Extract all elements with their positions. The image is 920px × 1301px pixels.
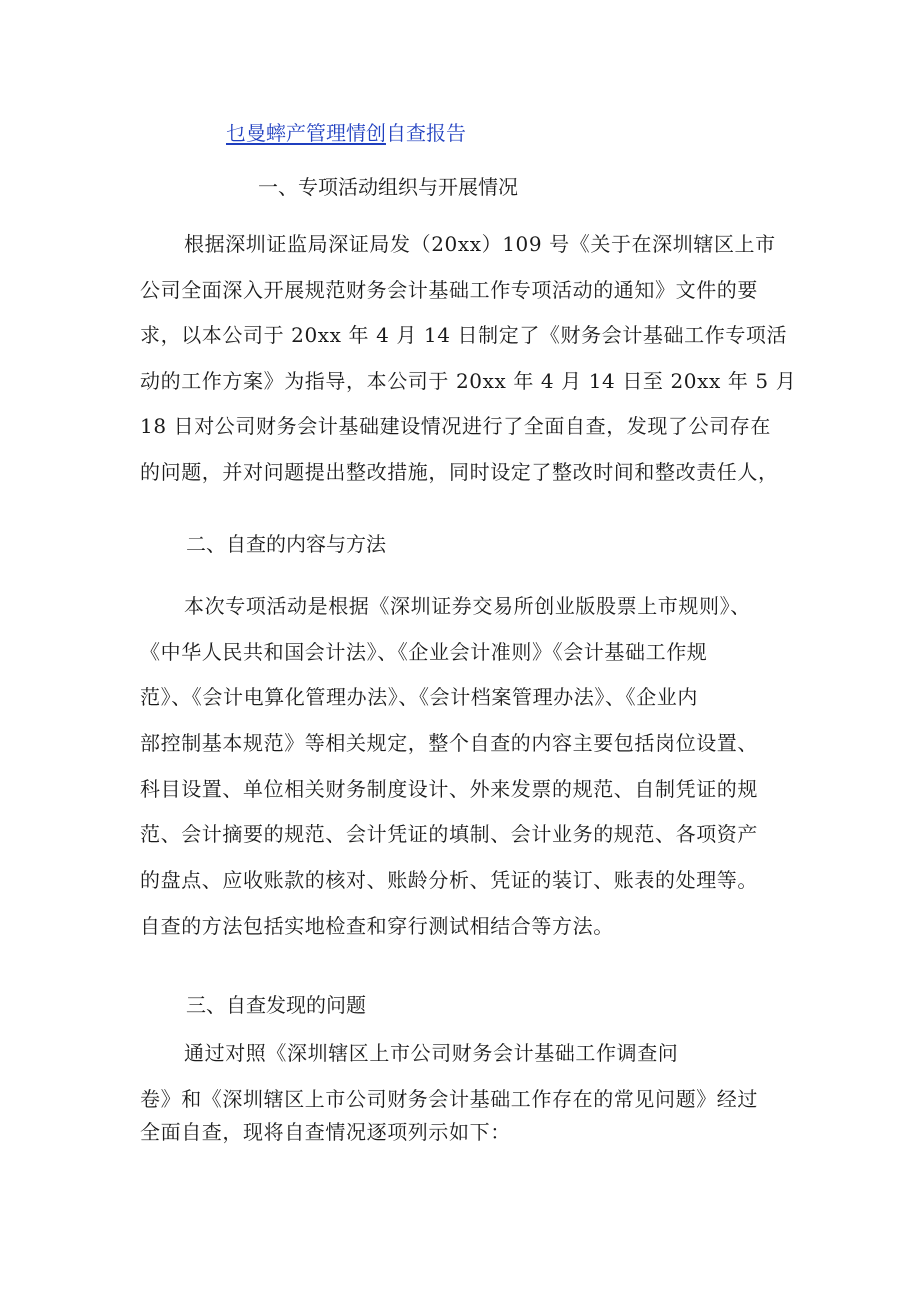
paragraph-line: 自查的方法包括实地检查和穿行测试相结合等方法。 — [140, 913, 614, 938]
paragraph-line: 通过对照《深圳辖区上市公司财务会计基础工作调查问 — [184, 1041, 679, 1065]
section-1-paragraph — [140, 222, 800, 495]
section-2-paragraph — [140, 584, 800, 950]
paragraph-line: 全面自查，现将自查情况逐项列示如下： — [140, 1120, 511, 1144]
section-heading-1: 一、专项活动组织与开展情况 — [258, 175, 518, 199]
paragraph-line: 范》、《会计电算化管理办法》、《会计档案管理办法》、《企业内 — [140, 685, 698, 710]
paragraph-line: 的盘点、应收账款的核对、账龄分析、凭证的装订、账表的处理等。 — [140, 868, 758, 893]
paragraph-line: 动的工作方案》为指导，本公司于 20xx 年 4 月 14 日至 20xx 年 5 月 — [140, 368, 797, 393]
title-link[interactable]: 乜曼蟀产管理情创 — [226, 121, 386, 145]
document-title — [226, 116, 466, 150]
section-heading-3: 三、自查发现的问题 — [186, 993, 366, 1017]
paragraph-line: 的问题，并对问题提出整改措施，同时设定了整改时间和整改责任人， — [140, 459, 779, 484]
section-3-paragraph — [140, 1030, 800, 1149]
paragraph-line: 《中华人民共和国会计法》、《企业会计准则》《会计基础工作规 — [140, 639, 708, 664]
paragraph-line: 求，以本公司于 20xx 年 4 月 14 日制定了《财务会计基础工作专项活 — [140, 323, 788, 347]
paragraph-line: 部控制基本规范》等相关规定，整个自查的内容主要包括岗位设置、 — [140, 731, 758, 756]
paragraph-line: 公司全面深入开展规范财务会计基础工作专项活动的通知》文件的要 — [140, 277, 758, 302]
section-heading-2: 二、自查的内容与方法 — [186, 532, 386, 556]
paragraph-line: 本次专项活动是根据《深圳证券交易所创业版股票上市规则》、 — [184, 594, 751, 618]
paragraph-line: 根据深圳证监局深证局发（20xx）109 号《关于在深圳辖区上市 — [184, 232, 776, 256]
paragraph-line: 范、会计摘要的规范、会计凭证的填制、会计业务的规范、各项资产 — [140, 822, 758, 847]
paragraph-line: 18 日对公司财务会计基础建设情况进行了全面自查，发现了公司存在 — [140, 414, 772, 438]
paragraph-line: 卷》和《深圳辖区上市公司财务会计基础工作存在的常见问题》经过 — [140, 1087, 758, 1111]
title-text: 自查报告 — [386, 121, 466, 145]
paragraph-line: 科目设置、单位相关财务制度设计、外来发票的规范、自制凭证的规 — [140, 776, 758, 801]
